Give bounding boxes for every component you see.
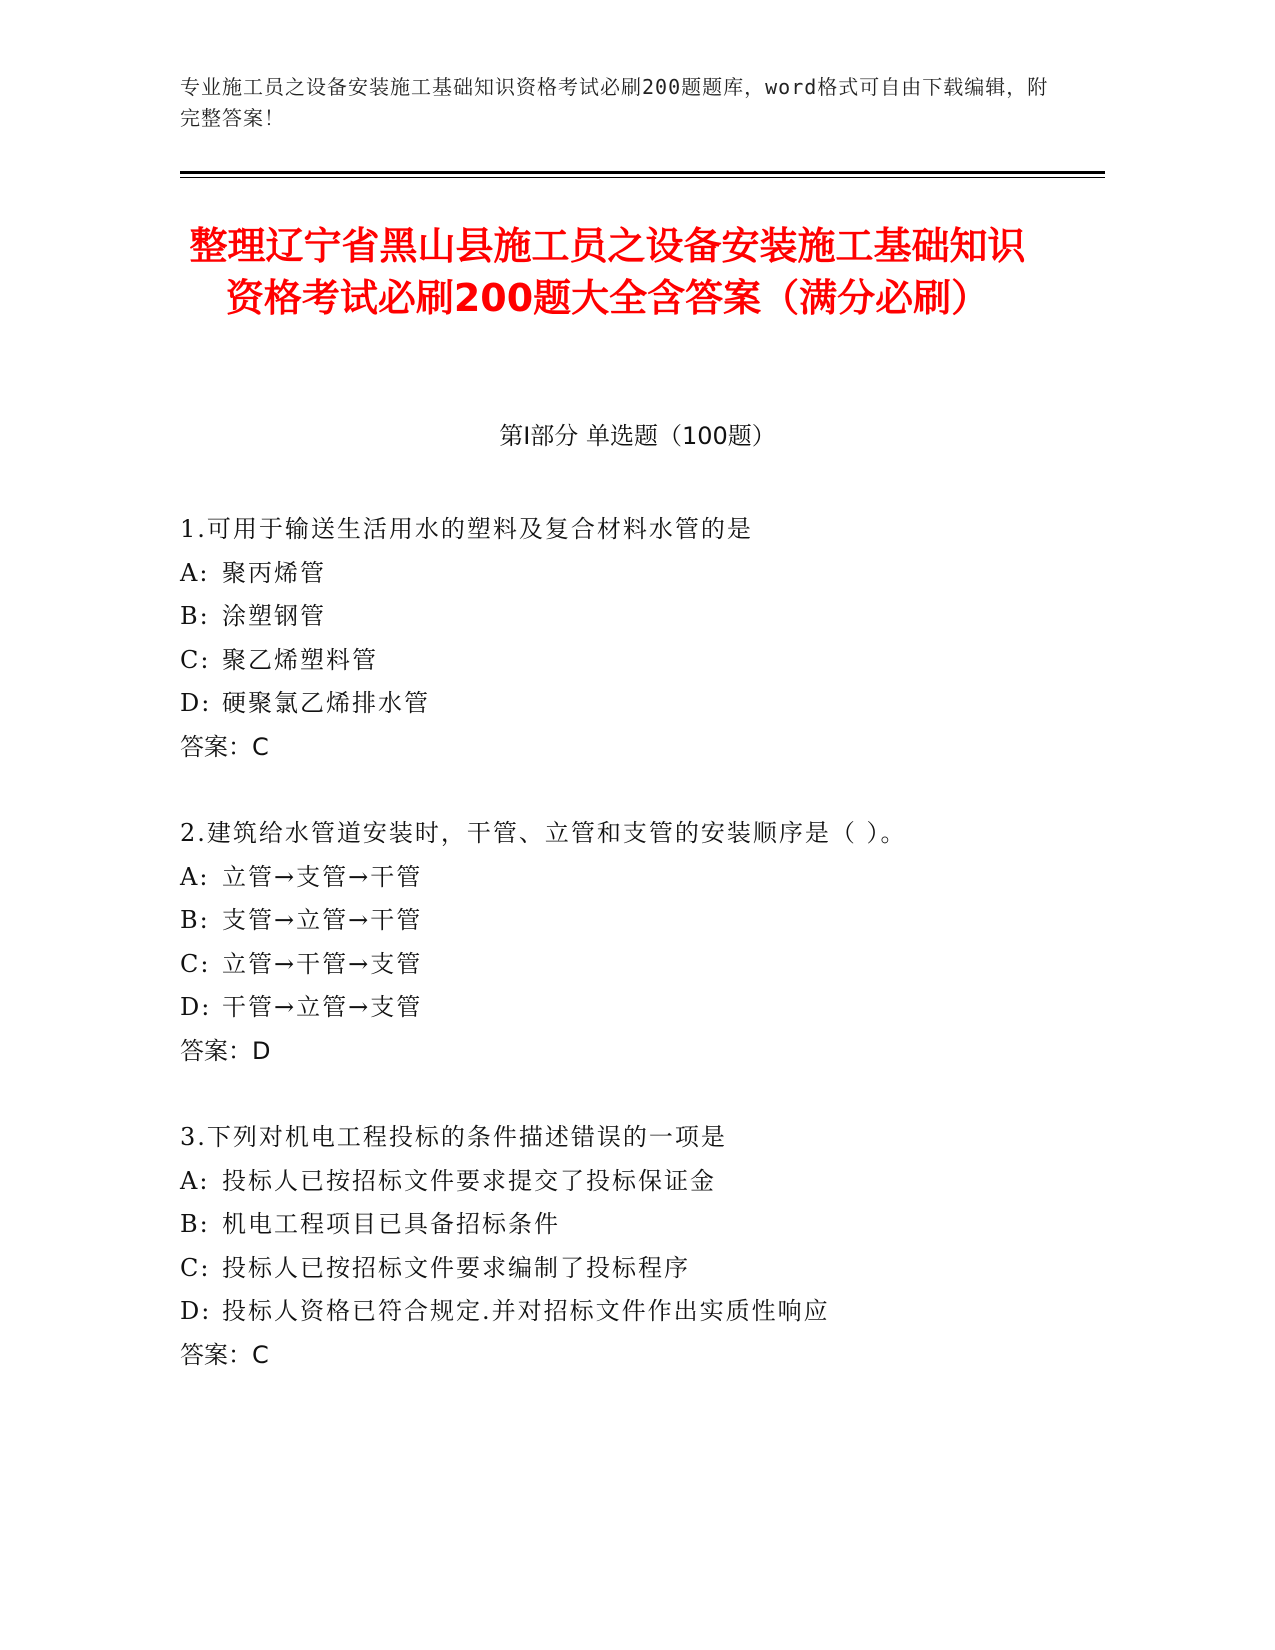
option-letter: D: [180,993,212,1021]
option-letter: A: [180,862,210,891]
option-a [180,1160,1100,1204]
question-stem: 1.可用于输送生活用水的塑料及复合材料水管的是 [180,515,753,543]
option-text: 投标人资格已符合规定.并对招标文件作出实质性响应 [222,1297,830,1325]
option-letter: B: [180,602,210,630]
option-text: 投标人已按招标文件要求编制了投标程序 [222,1253,690,1282]
document-title: 整理辽宁省黑山县施工员之设备安装施工基础知识资格考试必刷200题大全含答案（满分必刷） [189,224,1026,320]
answer-line: 答案：C [180,732,269,761]
option-b [180,1203,1100,1247]
question-1 [180,508,1100,769]
question-stem: 3.下列对机电工程投标的条件描述错误的一项是 [180,1123,727,1151]
option-a [180,552,1100,596]
question-list [180,508,1100,1420]
option-text: 涂塑钢管 [222,602,326,630]
option-text: 投标人已按招标文件要求提交了投标保证金 [222,1166,716,1195]
header-note: 专业施工员之设备安装施工基础知识资格考试必刷200题题库，word格式可自由下载编辑，附完整答案！ [180,75,1049,130]
option-letter: C: [180,949,211,978]
option-a [180,856,1100,900]
option-letter: B: [180,906,210,934]
option-text: 立管→支管→干管 [222,862,423,891]
option-letter: D: [180,1297,212,1325]
option-b [180,595,1100,639]
option-letter: D: [180,689,212,717]
answer-line: 答案：D [180,1036,271,1065]
option-text: 聚丙烯管 [222,558,326,587]
header-divider-thick [180,171,1105,174]
option-text: 聚乙烯塑料管 [222,645,378,674]
option-c [180,1247,1100,1291]
option-text: 硬聚氯乙烯排水管 [222,689,430,717]
option-d [180,1290,1100,1334]
question-3 [180,1116,1100,1377]
option-letter: A: [180,1166,210,1195]
option-text: 干管→立管→支管 [222,993,423,1021]
option-d [180,682,1100,726]
option-text: 立管→干管→支管 [222,949,423,978]
answer-line: 答案：C [180,1340,269,1369]
option-d [180,986,1100,1030]
question-stem: 2.建筑给水管道安装时，干管、立管和支管的安装顺序是（ ）。 [180,819,907,847]
option-letter: A: [180,558,210,587]
option-c [180,943,1100,987]
option-text: 支管→立管→干管 [222,906,423,934]
option-letter: B: [180,1210,210,1238]
header-divider-thin [180,177,1105,178]
option-b [180,899,1100,943]
option-letter: C: [180,645,211,674]
section-heading: 第Ⅰ部分 单选题（100题） [499,422,776,450]
option-c [180,639,1100,683]
option-letter: C: [180,1253,211,1282]
option-text: 机电工程项目已具备招标条件 [222,1210,560,1238]
question-2 [180,812,1100,1073]
